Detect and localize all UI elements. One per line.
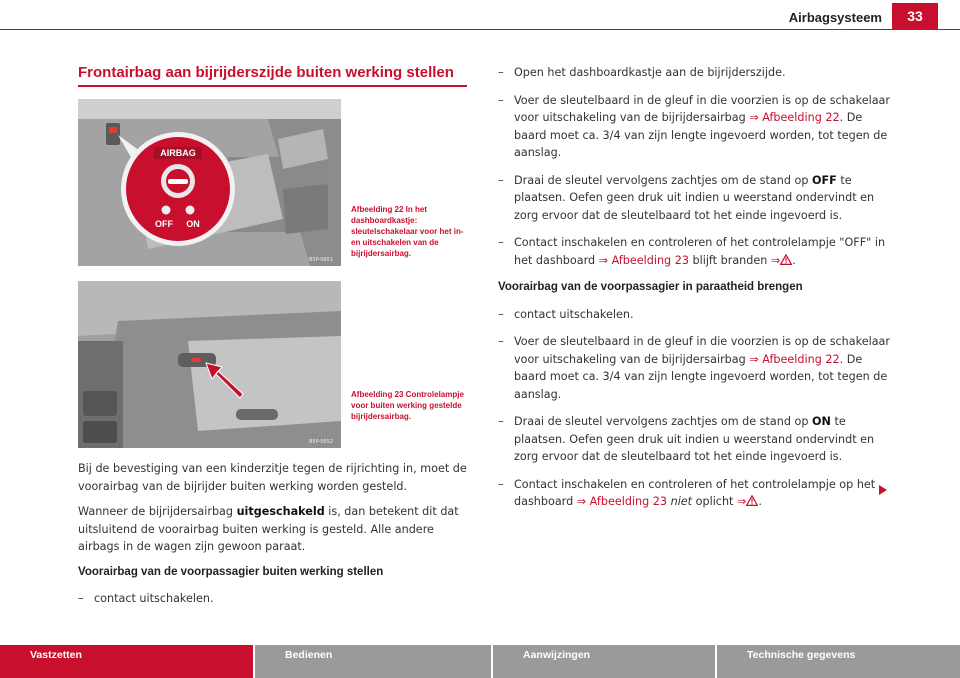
section-title: Frontairbag aan bijrijderszijde buiten werking stellen	[78, 64, 454, 81]
footer-nav	[0, 645, 960, 678]
figure-22-link[interactable]: ⇒ Afbeelding 22	[749, 352, 840, 366]
header-rule	[0, 29, 960, 30]
list-item-text: Voer de sleutelbaard in de gleuf in die voorzien is op de schakelaar voor uitschakeling van de bijrijdersairbag	[514, 93, 891, 124]
tab-technische-gegevens[interactable]: Technische gegevens	[715, 645, 960, 678]
list-item-text: . De baard moet ca. 3/4 van zijn lengte ingevoerd worden, tot tegen de aanslag.	[514, 111, 888, 159]
figure-23-caption: Afbeelding 23 Controlelampje voor buiten werking gestelde bijrijdersairbag.	[351, 390, 464, 421]
list-dash: –	[498, 415, 504, 428]
list-dash: –	[498, 93, 504, 107]
page-number: 33	[892, 3, 938, 29]
list-dash: –	[498, 477, 504, 491]
paragraph-text: Wanneer de bijrijdersairbag	[78, 505, 237, 518]
list-item-text: te plaatsen. Oefen geen druk uit indien u weerstand ondervindt en zorg ervoor dat de sleutelbaard tot het einde ingevoerd is.	[514, 173, 875, 222]
right-column-text	[498, 64, 890, 521]
figure-22-code: B5P-0651	[308, 257, 333, 263]
list-item	[498, 333, 890, 403]
list-item-text: contact uitschakelen.	[514, 307, 634, 321]
page-header-title: Airbagsysteem	[788, 10, 882, 25]
list-item-text: Open het dashboardkastje aan de bijrijderszijde.	[514, 66, 786, 79]
section-rule	[78, 85, 467, 87]
figure-22-caption: Afbeelding 22 In het dashboardkastje: sleutelschakelaar voor het in- en uitschakelen van de bijrijdersairbag.	[351, 205, 464, 258]
warning-triangle-icon[interactable]	[746, 495, 758, 506]
on-position-label: ON	[812, 415, 831, 428]
list-dash: –	[78, 592, 84, 605]
list-item-text: Draai de sleutel vervolgens zachtjes om de stand op	[514, 415, 813, 428]
paragraph-text: is, dan betekent dit dat uitsluitend de voorairbag buiten werking is gesteld. Alle andere airbags in de wagen zijn gewoon paraat.	[78, 505, 459, 553]
figure-22-image	[78, 99, 341, 266]
glovebox-switch-illustration	[78, 99, 341, 266]
list-dash: –	[498, 173, 504, 187]
list-item	[498, 234, 890, 269]
list-item-text: Voer de sleutelbaard in de gleuf in die voorzien is op de schakelaar voor uitschakeling van de bijrijdersairbag	[514, 335, 891, 366]
list-item	[498, 306, 890, 324]
off-position-label: OFF	[812, 173, 837, 187]
list-dash: –	[498, 307, 504, 321]
figure-23-image	[78, 281, 341, 448]
left-column-text	[78, 460, 470, 618]
warning-triangle-icon[interactable]	[780, 254, 792, 265]
figure-23-link[interactable]: ⇒ Afbeelding 23	[598, 253, 689, 267]
emphasis-text: niet	[667, 495, 693, 508]
list-item-text: Contact inschakelen en controleren of het controlelampje op het dashboard	[514, 477, 876, 508]
paragraph-bold-text: uitgeschakeld	[236, 505, 325, 518]
tab-aanwijzingen[interactable]: Aanwijzingen	[491, 645, 715, 678]
list-item	[498, 413, 890, 466]
figure-23-code: B5P-0652	[308, 439, 333, 445]
switch-off-label: OFF	[155, 219, 173, 229]
list-item-text: te plaatsen. Oefen geen druk uit indien u weerstand ondervindt en zorg ervoor dat de sleutelbaard tot het einde ingevoerd is.	[514, 415, 875, 463]
list-item-text: blijft branden	[688, 253, 771, 267]
tab-bedienen[interactable]: Bedienen	[253, 645, 491, 678]
airbag-switch-label: AIRBAG	[160, 148, 196, 158]
list-item	[498, 64, 890, 82]
intro-paragraph: Bij de bevestiging van een kinderzitje tegen de rijrichting in, moet de voorairbag van de bijrijder buiten werking worden gesteld.	[78, 462, 467, 493]
continue-arrow-icon	[879, 485, 887, 495]
list-dash: –	[498, 335, 504, 348]
list-item	[498, 476, 890, 511]
tab-vastzetten[interactable]: Vastzetten	[0, 645, 253, 678]
list-dash: –	[498, 66, 504, 79]
disabled-explanation-paragraph	[78, 503, 470, 556]
warning-link-arrow[interactable]: ⇒	[770, 253, 781, 267]
list-item-text: oplicht	[692, 495, 737, 508]
figure-23-link[interactable]: ⇒ Afbeelding 23	[576, 495, 668, 508]
list-dash: –	[498, 236, 504, 249]
list-item	[78, 590, 470, 608]
subheading-disable: Voorairbag van de voorpassagier buiten werking stellen	[78, 565, 384, 578]
warning-link-arrow[interactable]: ⇒	[736, 495, 747, 508]
switch-on-label: ON	[186, 219, 200, 229]
list-item-text: Draai de sleutel vervolgens zachtjes om de stand op	[514, 173, 813, 187]
list-item-text: .	[758, 495, 762, 508]
list-item	[498, 92, 890, 162]
list-item-text: contact uitschakelen.	[94, 592, 214, 605]
subheading-enable: Voorairbag van de voorpassagier in paraatheid brengen	[498, 281, 803, 293]
list-item-text: Contact inschakelen en controleren of het controlelampje "OFF" in het dashboard	[514, 236, 886, 267]
list-item	[498, 172, 890, 225]
figure-22-link[interactable]: ⇒ Afbeelding 22	[749, 111, 840, 124]
list-item-text: . De baard moet ca. 3/4 van zijn lengte ingevoerd worden, tot tegen de aanslag.	[514, 352, 888, 401]
dashboard-lamp-illustration	[78, 281, 341, 448]
list-item-text: .	[792, 253, 796, 267]
